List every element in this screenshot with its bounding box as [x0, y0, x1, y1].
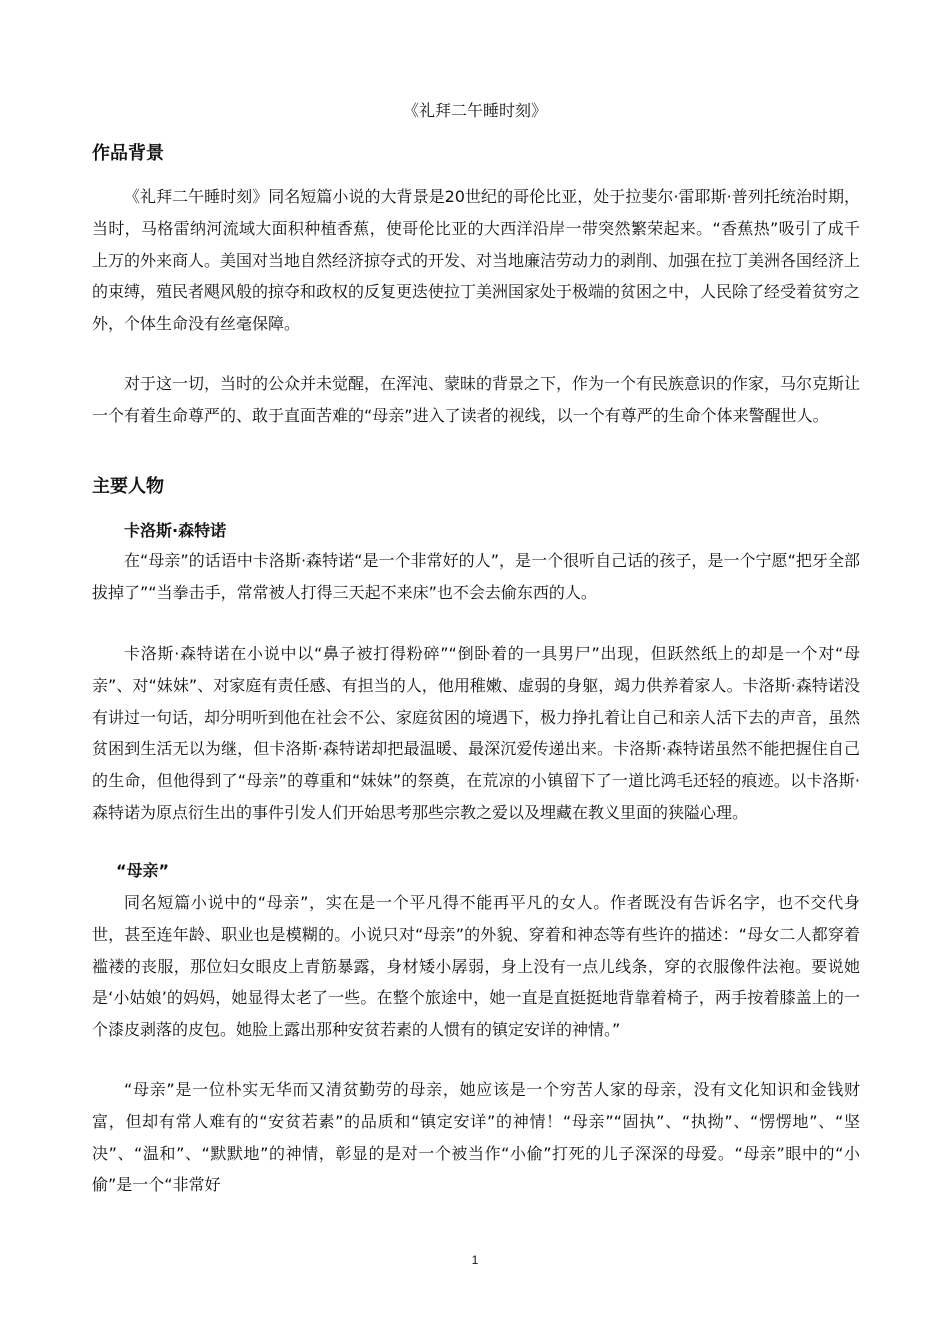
mother-paragraph-1: 同名短篇小说中的“母亲”，实在是一个平凡得不能再平凡的女人。作者既没有告诉名字，也不交代身世，甚至连年龄、职业也是模糊的。小说只对“母亲”的外貌、穿着和神态等有些许的描述：“母女二人都穿着褴褛的丧服，那位妇女眼皮上青筋暴露，身材矮小孱弱，身上没有一点儿线条，穿的衣服像件法袍。要说她是‘小姑娘’的妈妈，她显得太老了一些。在整个旅途中，她一直是直挺挺地背靠着椅子，两手按着膝盖上的一个漆皮剥落的皮包。她脸上露出那种安贫若素的人惯有的镇定安详的神情。” [92, 893, 860, 1040]
section-heading-background: 作品背景 [92, 143, 164, 164]
carlos-paragraph-1: 在“母亲”的话语中卡洛斯·森特诺“是一个非常好的人”，是一个很听自己话的孩子，是一个宁愿“把牙全部拔掉了”“当拳击手，常常被人打得三天起不来床”也不会去偷东西的人。 [92, 551, 860, 602]
document-title: 《礼拜二午睡时刻》 [402, 101, 547, 120]
page-number: 1 [471, 1253, 479, 1267]
character-heading-mother: “母亲” [116, 861, 170, 880]
character-heading-carlos: 卡洛斯·森特诺 [124, 521, 227, 540]
section-heading-characters: 主要人物 [92, 476, 164, 497]
background-paragraph-1: 《礼拜二午睡时刻》同名短篇小说的大背景是20世纪的哥伦比亚，处于拉斐尔·雷耶斯·普列托统治时期，当时，马格雷纳河流域大面积种植香蕉，使哥伦比亚的大西洋沿岸一带突然繁荣起来。“香蕉热”吸引了成千上万的外来商人。美国对当地自然经济掠夺式的开发、对当地廉洁劳动力的剥削、加强在拉丁美洲各国经济上的束缚，殖民者飓风般的掠夺和政权的反复更迭使拉丁美洲国家处于极端的贫困之中，人民除了经受着贫穷之外，个体生命没有丝毫保障。 [92, 187, 861, 334]
carlos-paragraph-2: 卡洛斯·森特诺在小说中以“鼻子被打得粉碎”“倒卧着的一具男尸”出现，但跃然纸上的却是一个对“母亲”、对“妹妹”、对家庭有责任感、有担当的人，他用稚嫩、虚弱的身躯，竭力供养着家人。卡洛斯·森特诺没有讲过一句话，却分明听到他在社会不公、家庭贫困的境遇下，极力挣扎着让自己和亲人活下去的声音，虽然贫困到生活无以为继，但卡洛斯·森特诺却把最温暖、最深沉爱传递出来。卡洛斯·森特诺虽然不能把握住自己的生命，但他得到了“母亲”的尊重和“妹妹”的祭奠，在荒凉的小镇留下了一道比鸿毛还轻的痕迹。以卡洛斯·森特诺为原点衍生出的事件引发人们开始思考那些宗教之爱以及埋藏在教义里面的狭隘心理。 [92, 644, 861, 822]
background-paragraph-2: 对于这一切，当时的公众并未觉醒，在浑沌、蒙昧的背景之下，作为一个有民族意识的作家，马尔克斯让一个有着生命尊严的、敢于直面苦难的“母亲”进入了读者的视线，以一个有尊严的生命个体来警醒世人。 [92, 374, 861, 425]
mother-paragraph-2: “母亲”是一位朴实无华而又清贫勤劳的母亲，她应该是一个穷苦人家的母亲，没有文化知识和金钱财富，但却有常人难有的“安贫若素”的品质和“镇定安详”的神情！“母亲”“固执”、“执拗”、“愣愣地”、“坚决”、“温和”、“默默地”的神情，彰显的是对一个被当作“小偷”打死的儿子深深的母爱。“母亲”眼中的“小偷”是一个“非常好 [92, 1080, 860, 1195]
